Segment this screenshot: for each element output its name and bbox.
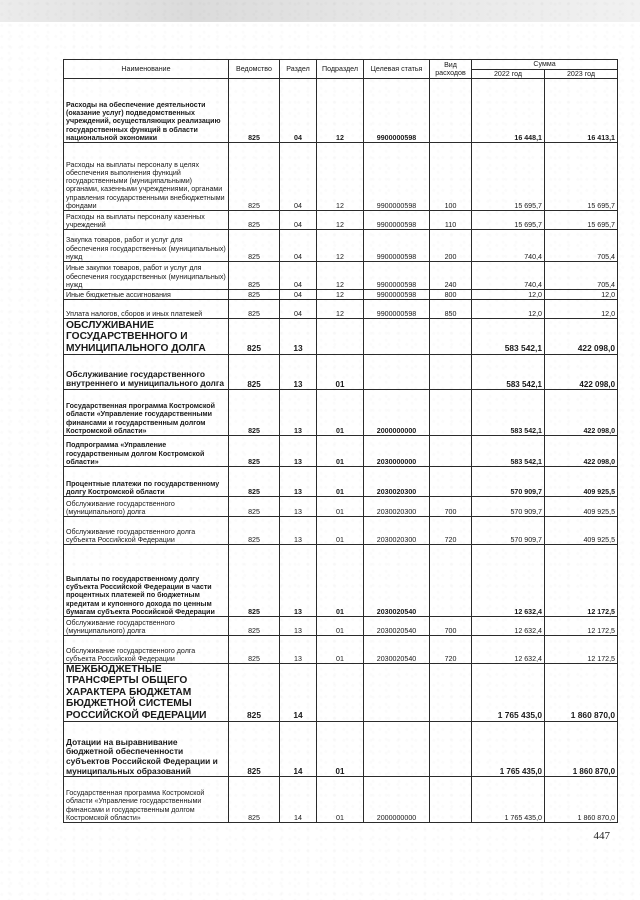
cell-expense-type [430,722,472,777]
cell-sum-2022: 16 448,1 [472,79,545,143]
cell-sum-2023: 1 860 870,0 [545,722,618,777]
cell-sum-2023: 705,4 [545,230,618,262]
cell-sum-2023: 12 172,5 [545,545,618,617]
cell-expense-type [430,545,472,617]
cell-target-item [364,722,430,777]
cell-department: 825 [229,545,280,617]
cell-expense-type [430,319,472,355]
cell-sum-2023: 422 098,0 [545,390,618,436]
cell-sum-2023: 422 098,0 [545,319,618,355]
cell-subsection: 01 [317,390,364,436]
cell-sum-2022: 12,0 [472,290,545,300]
cell-expense-type [430,467,472,497]
cell-sum-2023: 409 925,5 [545,497,618,517]
cell-sum-2023: 409 925,5 [545,517,618,545]
cell-subsection: 01 [317,355,364,390]
cell-section: 13 [280,355,317,390]
cell-subsection: 12 [317,211,364,230]
cell-department: 825 [229,143,280,211]
cell-target-item: 2030020300 [364,467,430,497]
cell-section: 14 [280,777,317,823]
cell-sum-2022: 1 765 435,0 [472,664,545,722]
cell-subsection: 12 [317,262,364,290]
cell-target-item: 2030020540 [364,545,430,617]
cell-subsection: 12 [317,300,364,319]
table-row [64,230,618,262]
cell-section: 04 [280,211,317,230]
cell-target-item: 2030020540 [364,636,430,664]
cell-target-item: 9900000598 [364,211,430,230]
cell-subsection: 01 [317,545,364,617]
cell-section: 13 [280,436,317,467]
cell-target-item: 9900000598 [364,290,430,300]
cell-name: Иные закупки товаров, работ и услуг для обеспечения государственных (муниципальных) нужд [64,262,229,290]
cell-target-item: 2030020300 [364,497,430,517]
cell-department: 825 [229,262,280,290]
cell-department: 825 [229,777,280,823]
cell-section: 04 [280,262,317,290]
cell-sum-2022: 583 542,1 [472,355,545,390]
cell-sum-2023: 422 098,0 [545,436,618,467]
cell-expense-type [430,436,472,467]
cell-sum-2023: 422 098,0 [545,355,618,390]
cell-department: 825 [229,230,280,262]
cell-target-item: 2030020300 [364,517,430,545]
header-sum: Сумма [472,60,618,70]
cell-department: 825 [229,467,280,497]
cell-subsection: 01 [317,636,364,664]
cell-section: 04 [280,79,317,143]
header-name: Наименование [64,60,229,79]
cell-target-item [364,355,430,390]
cell-name: Расходы на выплаты персоналу казенных учреждений [64,211,229,230]
cell-name: Процентные платежи по государственному долгу Костромской области [64,467,229,497]
table-row [64,319,618,355]
cell-name: Государственная программа Костромской области «Управление государственными финансами и государственным долгом Костромской области» [64,777,229,823]
cell-expense-type [430,79,472,143]
budget-table [63,59,618,823]
cell-subsection: 01 [317,617,364,636]
cell-sum-2023: 15 695,7 [545,211,618,230]
cell-department: 825 [229,517,280,545]
table-row [64,722,618,777]
table-row [64,211,618,230]
cell-department: 825 [229,436,280,467]
cell-section: 13 [280,517,317,545]
cell-sum-2023: 1 860 870,0 [545,664,618,722]
cell-sum-2023: 12 172,5 [545,617,618,636]
cell-sum-2022: 740,4 [472,230,545,262]
cell-sum-2022: 12 632,4 [472,636,545,664]
cell-target-item: 9900000598 [364,262,430,290]
cell-section: 13 [280,390,317,436]
table-row [64,777,618,823]
cell-name: Обслуживание государственного (муниципального) долга [64,497,229,517]
header-section: Раздел [280,60,317,79]
cell-name: Подпрограмма «Управление государственным долгом Костромской области» [64,436,229,467]
cell-sum-2022: 570 909,7 [472,517,545,545]
cell-expense-type: 110 [430,211,472,230]
cell-section: 13 [280,497,317,517]
cell-subsection: 01 [317,497,364,517]
cell-section: 13 [280,636,317,664]
cell-name: Закупка товаров, работ и услуг для обеспечения государственных (муниципальных) нужд [64,230,229,262]
cell-sum-2022: 1 765 435,0 [472,777,545,823]
cell-sum-2022: 740,4 [472,262,545,290]
cell-section: 04 [280,290,317,300]
table-row [64,290,618,300]
cell-department: 825 [229,79,280,143]
cell-target-item: 9900000598 [364,230,430,262]
table-row [64,617,618,636]
cell-name: Уплата налогов, сборов и иных платежей [64,300,229,319]
cell-department: 825 [229,636,280,664]
table-row [64,355,618,390]
cell-section: 04 [280,230,317,262]
cell-subsection: 01 [317,467,364,497]
cell-expense-type: 200 [430,230,472,262]
cell-sum-2023: 1 860 870,0 [545,777,618,823]
cell-expense-type [430,355,472,390]
cell-sum-2022: 570 909,7 [472,497,545,517]
cell-expense-type: 100 [430,143,472,211]
cell-section: 14 [280,664,317,722]
cell-subsection: 01 [317,722,364,777]
cell-subsection [317,319,364,355]
cell-name: Дотации на выравнивание бюджетной обеспеченности субъектов Российской Федерации и муниципальных образований [64,722,229,777]
cell-subsection: 12 [317,230,364,262]
cell-department: 825 [229,319,280,355]
cell-name: Обслуживание государственного (муниципального) долга [64,617,229,636]
cell-expense-type [430,777,472,823]
cell-sum-2023: 12,0 [545,290,618,300]
cell-department: 825 [229,355,280,390]
cell-department: 825 [229,390,280,436]
cell-name: МЕЖБЮДЖЕТНЫЕ ТРАНСФЕРТЫ ОБЩЕГО ХАРАКТЕРА БЮДЖЕТАМ БЮДЖЕТНОЙ СИСТЕМЫ РОССИЙСКОЙ ФЕДЕРАЦИИ [64,664,229,722]
cell-expense-type [430,390,472,436]
cell-target-item [364,319,430,355]
cell-expense-type: 850 [430,300,472,319]
cell-department: 825 [229,617,280,636]
cell-sum-2022: 15 695,7 [472,143,545,211]
cell-expense-type: 800 [430,290,472,300]
table-row [64,664,618,722]
table-row [64,497,618,517]
table-row [64,517,618,545]
cell-department: 825 [229,211,280,230]
cell-name: Иные бюджетные ассигнования [64,290,229,300]
header-department: Ведомство [229,60,280,79]
cell-subsection: 01 [317,517,364,545]
header-subsection: Подраздел [317,60,364,79]
cell-section: 13 [280,467,317,497]
cell-target-item: 2000000000 [364,777,430,823]
cell-target-item: 9900000598 [364,79,430,143]
page-number: 447 [593,830,610,842]
cell-name: Выплаты по государственному долгу субъекта Российской Федерации в части процентных платежей по бюджетным кредитам и купонного дохода по ценным бумагам субъекта Российской Федерации [64,545,229,617]
cell-target-item [364,664,430,722]
table-row [64,262,618,290]
cell-name: Обслуживание государственного внутреннего и муниципального долга [64,355,229,390]
cell-expense-type [430,664,472,722]
table-row [64,467,618,497]
cell-sum-2022: 570 909,7 [472,467,545,497]
cell-sum-2023: 12 172,5 [545,636,618,664]
table-row [64,636,618,664]
cell-section: 13 [280,617,317,636]
cell-name: Обслуживание государственного долга субъекта Российской Федерации [64,517,229,545]
header-year-2023: 2023 год [545,69,618,79]
cell-department: 825 [229,290,280,300]
header-expense-type: Вид расходов [430,60,472,79]
cell-name: Расходы на выплаты персоналу в целях обеспечения выполнения функций государственными (муниципальными) органами, казенными учреждениями, органами управления государственными внебюджетными фондами [64,143,229,211]
cell-name: Государственная программа Костромской области «Управление государственными финансами и государственным долгом Костромской области» [64,390,229,436]
table-row [64,436,618,467]
table-row [64,79,618,143]
cell-sum-2023: 15 695,7 [545,143,618,211]
cell-sum-2023: 12,0 [545,300,618,319]
cell-section: 13 [280,545,317,617]
cell-sum-2023: 705,4 [545,262,618,290]
cell-sum-2022: 12 632,4 [472,545,545,617]
cell-target-item: 2030000000 [364,436,430,467]
cell-sum-2022: 583 542,1 [472,319,545,355]
header-target-item: Целевая статья [364,60,430,79]
cell-section: 14 [280,722,317,777]
cell-target-item: 9900000598 [364,143,430,211]
cell-name: Расходы на обеспечение деятельности (оказание услуг) подведомственных учреждений, осуществляющих реализацию государственных функций в области национальной экономики [64,79,229,143]
cell-sum-2023: 16 413,1 [545,79,618,143]
cell-target-item: 9900000598 [364,300,430,319]
cell-section: 04 [280,300,317,319]
cell-expense-type: 700 [430,617,472,636]
cell-sum-2022: 15 695,7 [472,211,545,230]
cell-sum-2022: 12,0 [472,300,545,319]
cell-expense-type: 240 [430,262,472,290]
cell-expense-type: 720 [430,636,472,664]
cell-sum-2022: 1 765 435,0 [472,722,545,777]
cell-subsection: 12 [317,143,364,211]
cell-expense-type: 720 [430,517,472,545]
cell-name: ОБСЛУЖИВАНИЕ ГОСУДАРСТВЕННОГО И МУНИЦИПАЛЬНОГО ДОЛГА [64,319,229,355]
cell-sum-2023: 409 925,5 [545,467,618,497]
cell-section: 13 [280,319,317,355]
cell-target-item: 2030020540 [364,617,430,636]
cell-target-item: 2000000000 [364,390,430,436]
table-body [64,79,618,823]
cell-sum-2022: 583 542,1 [472,436,545,467]
cell-subsection: 12 [317,79,364,143]
scan-edge-shadow [0,0,640,22]
cell-department: 825 [229,300,280,319]
cell-expense-type: 700 [430,497,472,517]
table-row [64,300,618,319]
header-year-2022: 2022 год [472,69,545,79]
cell-sum-2022: 12 632,4 [472,617,545,636]
cell-department: 825 [229,664,280,722]
cell-section: 04 [280,143,317,211]
cell-department: 825 [229,497,280,517]
cell-subsection: 12 [317,290,364,300]
cell-subsection [317,664,364,722]
table-row [64,545,618,617]
cell-name: Обслуживание государственного долга субъекта Российской Федерации [64,636,229,664]
table-row [64,143,618,211]
table-row [64,390,618,436]
cell-subsection: 01 [317,436,364,467]
cell-sum-2022: 583 542,1 [472,390,545,436]
cell-subsection: 01 [317,777,364,823]
cell-department: 825 [229,722,280,777]
